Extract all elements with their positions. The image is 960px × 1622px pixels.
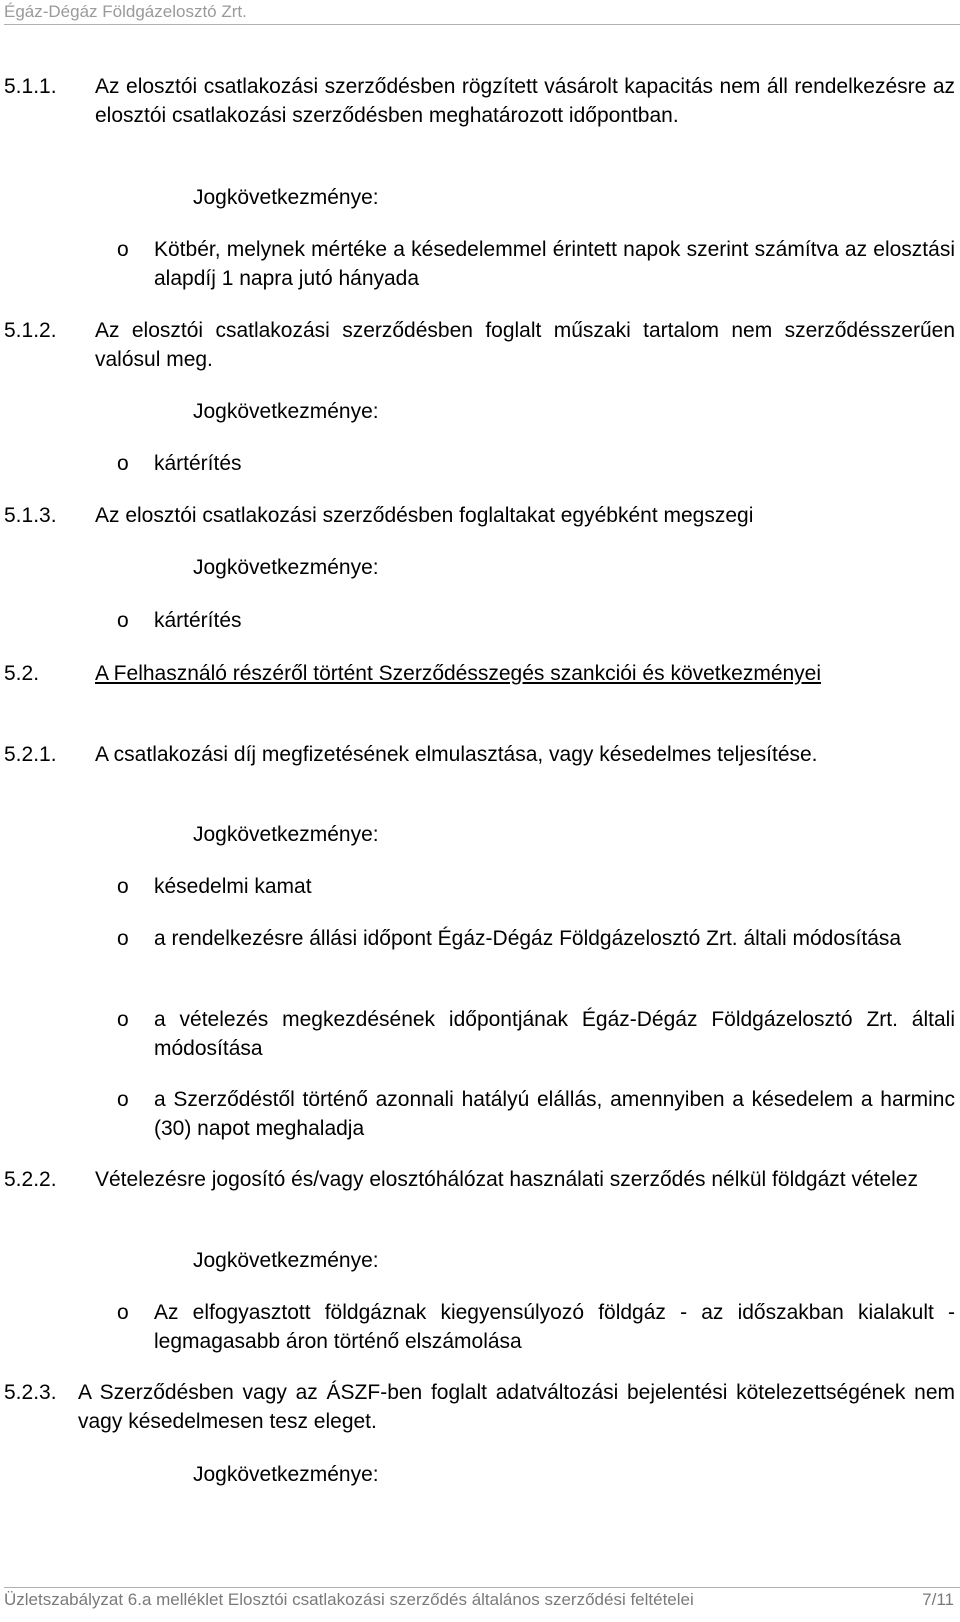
bullet-marker: o: [117, 1088, 129, 1111]
section-number: 5.1.3.: [4, 504, 57, 527]
section-text: A csatlakozási díj megfizetésének elmulasztása, vagy késedelmes teljesítése.: [95, 743, 818, 766]
bullet-text: Kötbér, melynek mértéke a késedelemmel érintett napok szerint számítva az elosztási alapdíj 1 napra jutó hányada: [154, 238, 955, 290]
bullet-text: kártérítés: [154, 609, 242, 632]
bullet-marker: o: [117, 238, 129, 261]
consequence-label: Jogkövetkezménye:: [193, 400, 379, 423]
consequence-label: Jogkövetkezménye:: [193, 556, 379, 579]
consequence-label: Jogkövetkezménye:: [193, 186, 379, 209]
bullet-marker: o: [117, 609, 129, 632]
bullet-marker: o: [117, 1008, 129, 1031]
consequence-label: Jogkövetkezménye:: [193, 823, 379, 846]
bullet-marker: o: [117, 1301, 129, 1324]
section-text: Az elosztói csatlakozási szerződésben rögzített vásárolt kapacitás nem áll rendelkezésre az elosztói csatlakozási szerződésben meghatározott időpontban.: [95, 75, 955, 127]
bullet-text: a Szerződéstől történő azonnali hatályú elállás, amennyiben a késedelem a harminc (30) napot meghaladja: [154, 1088, 955, 1140]
bullet-text: a vételezés megkezdésének időpontjának Égáz-Dégáz Földgázelosztó Zrt. általi módosítása: [154, 1008, 955, 1060]
bullet-text: Az elfogyasztott földgáznak kiegyensúlyozó földgáz - az időszakban kialakult - legmagasabb áron történő elszámolása: [154, 1301, 955, 1353]
section-text: Az elosztói csatlakozási szerződésben foglaltakat egyébként megszegi: [95, 504, 754, 527]
footer-title: Üzletszabályzat 6.a melléklet Elosztói csatlakozási szerződés általános szerződési feltételei: [4, 1590, 694, 1609]
section-text: Vételezésre jogosító és/vagy elosztóhálózat használati szerződés nélkül földgázt vételez: [95, 1168, 918, 1191]
bullet-marker: o: [117, 927, 129, 950]
section-number: 5.2.: [4, 662, 40, 685]
section-number: 5.2.3.: [4, 1381, 57, 1404]
bullet-text: késedelmi kamat: [154, 875, 312, 898]
section-text: A Szerződésben vagy az ÁSZF-ben foglalt adatváltozási bejelentési kötelezettségének nem vagy késedelmesen tesz eleget.: [78, 1381, 955, 1433]
footer-divider: [4, 1587, 960, 1588]
header-company: Égáz-Dégáz Földgázelosztó Zrt.: [4, 2, 247, 21]
bullet-marker: o: [117, 875, 129, 898]
bullet-text: a rendelkezésre állási időpont Égáz-Dégáz Földgázelosztó Zrt. általi módosítása: [154, 927, 902, 950]
consequence-label: Jogkövetkezménye:: [193, 1463, 379, 1486]
section-number: 5.1.1.: [4, 75, 57, 98]
section-number: 5.2.2.: [4, 1168, 57, 1191]
section-text: Az elosztói csatlakozási szerződésben foglalt műszaki tartalom nem szerződésszerűen valósul meg.: [95, 319, 955, 371]
page-number: 7/11: [922, 1590, 954, 1609]
section-number: 5.2.1.: [4, 743, 57, 766]
header-divider: [4, 24, 960, 25]
bullet-text: kártérítés: [154, 452, 242, 475]
consequence-label: Jogkövetkezménye:: [193, 1249, 379, 1272]
section-heading: A Felhasználó részéről történt Szerződésszegés szankciói és következményei: [95, 662, 822, 685]
section-number: 5.1.2.: [4, 319, 57, 342]
bullet-marker: o: [117, 452, 129, 475]
